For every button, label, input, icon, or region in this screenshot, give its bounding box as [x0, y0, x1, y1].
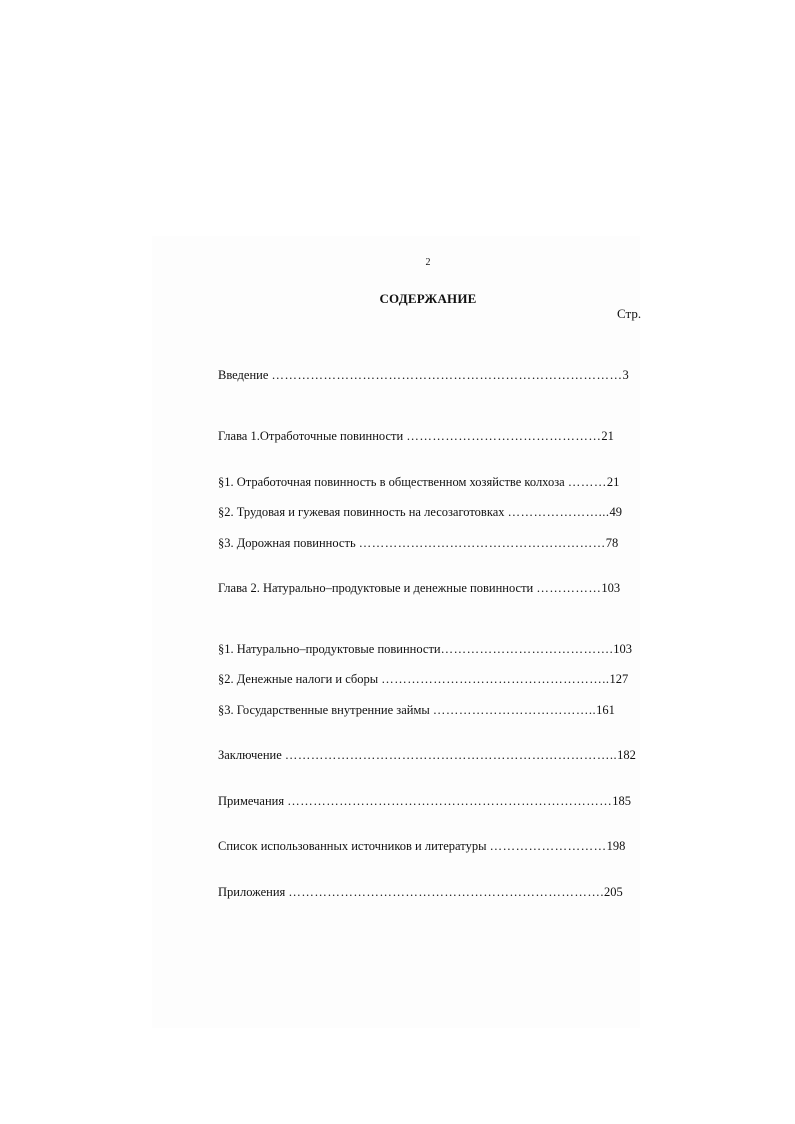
toc-entry-leader: ………………………………………………………………………: [271, 368, 623, 382]
toc-entry-page: 78: [605, 536, 619, 550]
toc-entry-label: §1. Отработочная повинность в общественном хозяйстве колхоза: [218, 475, 568, 489]
toc-entry-leader: ……………: [536, 581, 602, 595]
toc-entry-appendices: [218, 884, 623, 900]
toc-entry-page: 127: [609, 672, 629, 686]
toc-entry-page: 182: [617, 748, 636, 762]
toc-entry-label: Заключение: [218, 748, 285, 762]
toc-entry-conclusion: [218, 747, 636, 763]
toc-entry-page: 103: [613, 642, 633, 656]
toc-entry-chapter-2: [218, 580, 620, 596]
toc-entry-chapter-1: [218, 428, 614, 444]
toc-entry-page: 21: [601, 429, 614, 443]
toc-entry-page: 198: [606, 839, 626, 853]
toc-entry-leader: …………………...: [507, 505, 610, 519]
toc-entry-page: 21: [606, 475, 620, 489]
toc-entry-page: 3: [622, 368, 629, 382]
toc-entry-introduction: [218, 367, 629, 383]
toc-entry-leader: ………………………………..: [432, 703, 597, 717]
toc-entry-label: Глава 2. Натурально–продуктовые и денежные повинности: [218, 581, 537, 595]
toc-entry-page: 161: [596, 703, 615, 717]
toc-entry-page: 185: [612, 794, 631, 808]
toc-entry-label: §3. Дорожная повинность: [218, 536, 359, 550]
toc-entry-leader: ………: [567, 475, 607, 489]
toc-entry-ch2-section-2: [218, 671, 628, 687]
toc-entry-ch1-section-3: [218, 535, 618, 551]
page-number: 2: [425, 257, 431, 268]
toc-entry-label: Введение: [218, 368, 272, 382]
toc-entry-leader: ………………………………………: [406, 429, 602, 443]
page-title: СОДЕРЖАНИЕ: [379, 291, 477, 306]
toc-entry-label: §2. Денежные налоги и сборы: [218, 672, 382, 686]
toc-entry-sources: [218, 838, 625, 854]
toc-entry-label: §3. Государственные внутренние займы: [218, 703, 433, 717]
toc-entry-label: Список использованных источников и литературы: [218, 839, 490, 853]
toc-entry-leader: ………………………: [489, 839, 607, 853]
toc-entry-page: 49: [609, 505, 623, 519]
toc-entry-leader: ……………………………………………..: [381, 672, 610, 686]
toc-entry-label: Глава 1.Отработочные повинности: [218, 429, 407, 443]
page-column-label: Стр.: [617, 306, 642, 321]
toc-entry-ch2-section-1: [218, 641, 632, 657]
toc-entry-notes: [218, 793, 631, 809]
toc-entry-leader: …………………………………………………: [358, 536, 606, 550]
toc-entry-leader: …………………………………………………………………..: [284, 748, 618, 762]
toc-entry-page: 103: [601, 581, 621, 595]
toc-entry-page: 205: [604, 885, 623, 899]
toc-entry-label: §1. Натурально–продуктовые повинности: [218, 642, 441, 656]
toc-entry-leader: ………………………………….: [440, 642, 614, 656]
toc-entry-label: Примечания: [218, 794, 288, 808]
scanned-page: [152, 236, 640, 1028]
toc-entry-ch2-section-3: [218, 702, 615, 718]
toc-entry-ch1-section-2: [218, 504, 622, 520]
toc-entry-label: Приложения: [218, 885, 289, 899]
toc-entry-leader: …………………………………………………………………: [287, 794, 613, 808]
toc-entry-label: §2. Трудовая и гужевая повинность на лесозаготовках: [218, 505, 508, 519]
toc-entry-ch1-section-1: [218, 474, 619, 490]
toc-entry-leader: ……………………………………………………………….: [288, 885, 605, 899]
